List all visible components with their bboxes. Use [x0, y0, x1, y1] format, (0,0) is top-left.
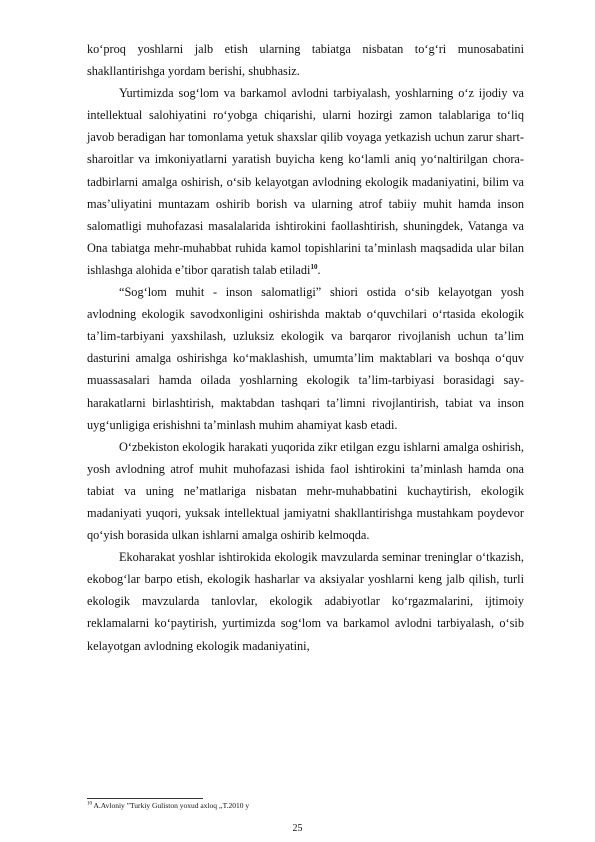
body-text — [87, 38, 524, 657]
page-number: 25 — [292, 823, 303, 834]
footnote-text: A.Avloniy ”Turkiy Guliston yoxud axloq ,,T.2010 y — [92, 801, 250, 810]
footnote-reference[interactable]: 10 — [310, 262, 318, 271]
paragraph — [87, 82, 524, 281]
footnote-divider — [87, 798, 203, 799]
footnote — [87, 801, 524, 811]
paragraph-end: . — [317, 262, 321, 277]
paragraph-continuation: ko‘proq yoshlarni jalb etish ularning tabiatga nisbatan to‘g‘ri munosabatini shakllantirishga yordam berishi, shubhasiz. — [87, 42, 524, 79]
paragraph-text: Yurtimizda sog‘lom va barkamol avlodni tarbiyalash, yoshlarning o‘z ijodiy va intellektual salohiyatini ro‘yobga chiqarishi, ularni hozirgi zamon talablariga to‘liq javob beradigan har tomonlama yetuk shaxslar qilib voyaga yetkazish uchun zarur shart-sharoitlar va imkoniyatlarni yaratish buyicha keng ko‘lamli aniq yo‘naltirilgan chora-tadbirlarni amalga oshirish, o‘sib kelayotgan avlodning ekologik madaniyatini, bilim va mas’uliyatini muntazam oshirib borish va ularning atrof tabiiy muhit hamda inson salomatligi muhofazasi masalalarida ishtirokini faollashtirish, shuningdek, Vatanga va Ona tabiatga mehr-muhabbat ruhida kamol topishlarini ta’minlash maqsadida ular bilan ishlashga alohida e’tibor qaratish talab etiladi — [87, 86, 524, 277]
paragraph: Ekoharakat yoshlar ishtirokida ekologik mavzularda seminar treninglar o‘tkazish, ekobog‘lar barpo etish, ekologik hasharlar va aksiyalar yoshlarni keng jalb qilish, turli ekologik mavzularda tanlovlar, ekologik adabiyotlar ko‘rgazmalarini, ijtimoiy reklamalarni ko‘paytirish, yurtimizda sog‘lom va barkamol avlodni tarbiyalash, o‘sib kelayotgan avlodning ekologik madaniyatini, — [87, 550, 524, 653]
paragraph: O‘zbekiston ekologik harakati yuqorida zikr etilgan ezgu ishlarni amalga oshirish, yosh avlodning atrof muhit muhofazasi ishida faol ishtirokini ta’minlash hamda ona tabiat va uning ne’matlariga nisbatan mehr-muhabbatini kuchaytirish, ekologik madaniyati yuqori, yuksak intellektual jamiyatni shakllantirishga mustahkam poydevor qo‘yish borasida ulkan ishlarni amalga oshirib kelmoqda. — [87, 439, 524, 543]
paragraph: “Sog‘lom muhit - inson salomatligi” shiori ostida o‘sib kelayotgan yosh avlodning ekologik savodxonligini oshirishda maktab o‘quvchilari o‘rtasida ekologik ta’lim-tarbiyani yaxshilash, uzluksiz ekologik va barqaror rivojlanish uchun ta’lim dasturini amalga oshirishga ko‘maklashish, umumta’lim maktablari va boshqa o‘quv muassasalari hamda oilada yoshlarning ekologik ta’lim-tarbiyasi borasidagi say-harakatlarni birlashtirish, maktabdan tashqari ta’limni rivojlantirish, tabiat va inson uyg‘unligiga erishishni ta’minlash muhim ahamiyat kasb etadi. — [87, 285, 524, 432]
footnote-marker: 10 — [87, 801, 92, 807]
